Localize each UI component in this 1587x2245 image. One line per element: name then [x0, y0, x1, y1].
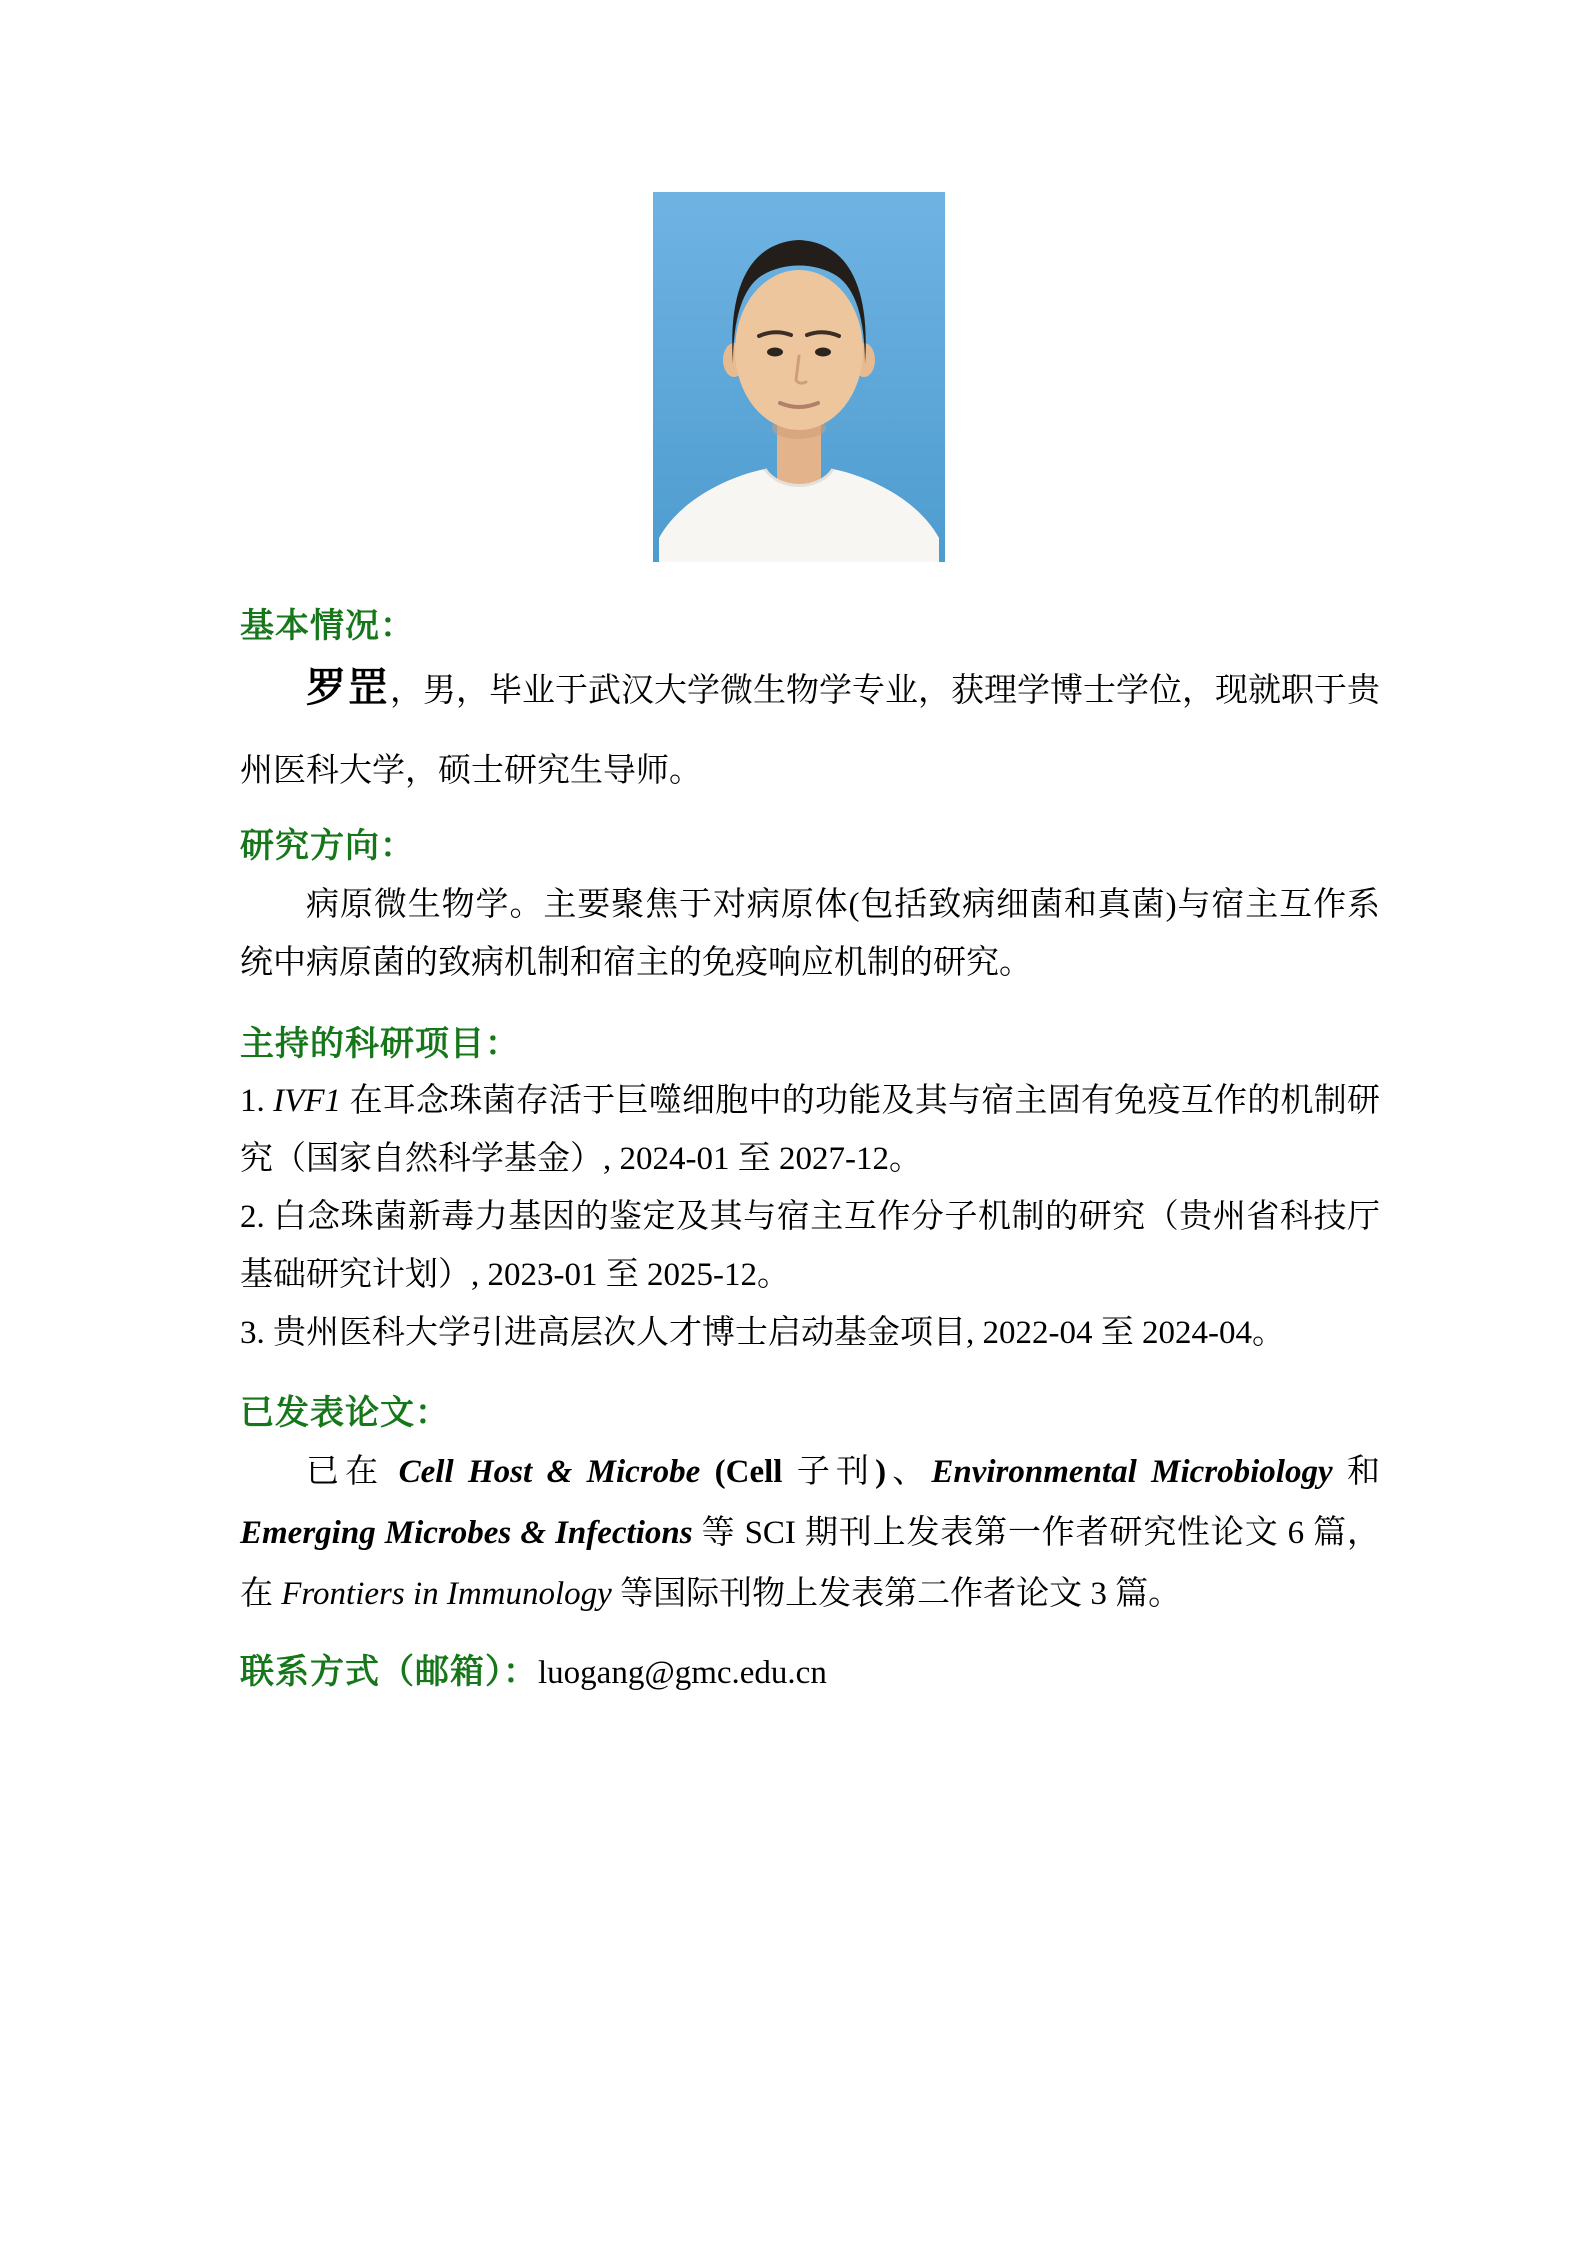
section-heading-publications: 已发表论文：: [240, 1394, 450, 1432]
pub-text: 和: [1332, 1454, 1381, 1490]
basic-info-text: ，男，毕业于武汉大学微生物学专业，获理学博士学位，现就职于贵州医科大学，硕士研究生导师。: [240, 673, 1380, 789]
pub-text-cell: Cell: [725, 1454, 783, 1490]
pub-text: 已在: [306, 1454, 399, 1490]
journal-emerging-microbes-infections: Emerging Microbes & Infections: [240, 1515, 693, 1551]
project-1-text: 在耳念珠菌存活于巨噬细胞中的功能及其与宿主固有免疫互作的机制研究（国家自然科学基金）, 2024-01 至 2027-12。: [240, 1083, 1381, 1177]
pub-text: ): [875, 1454, 887, 1490]
text-column: [240, 0, 1380, 2245]
project-1-number: 1.: [240, 1083, 274, 1119]
journal-frontiers-in-immunology: Frontiers in Immunology: [281, 1576, 612, 1612]
project-list: [240, 1072, 1380, 1362]
section-heading-research-direction: 研究方向：: [240, 827, 415, 865]
section-heading-basic-info: 基本情况：: [240, 607, 415, 645]
contact-line: [240, 1650, 1380, 1695]
project-item-2: [240, 1188, 1380, 1304]
project-3-number: 3.: [240, 1315, 273, 1351]
project-item-1: [240, 1072, 1380, 1188]
publications-paragraph: [240, 1442, 1380, 1625]
contact-heading: 联系方式（邮箱）：: [240, 1653, 538, 1691]
basic-info-paragraph: [240, 648, 1380, 811]
pub-text: 等国际刊物上发表第二作者论文 3 篇。: [611, 1576, 1182, 1612]
project-item-3: [240, 1304, 1380, 1362]
project-2-text: 白念珠菌新毒力基因的鉴定及其与宿主互作分子机制的研究（贵州省科技厅基础研究计划）, 2023-01 至 2025-12。: [240, 1199, 1381, 1293]
journal-cell-host-microbe: Cell Host & Microbe: [398, 1454, 701, 1490]
pub-text: (: [700, 1454, 726, 1490]
pub-text: 等 SCI 期刊上发表第一作者研究性论文 6 篇，在: [240, 1515, 1381, 1612]
section-heading-projects: 主持的科研项目：: [240, 1025, 520, 1063]
journal-environmental-microbiology: Environmental Microbiology: [931, 1454, 1333, 1490]
contact-email: luogang@gmc.edu.cn: [538, 1655, 827, 1691]
person-name: 罗罡: [306, 666, 390, 710]
project-1-gene-name: IVF1: [273, 1083, 342, 1119]
project-3-text: 贵州医科大学引进高层次人才博士启动基金项目, 2022-04 至 2024-04。: [273, 1315, 1285, 1351]
project-2-number: 2.: [240, 1199, 274, 1235]
pub-text: 子刊: [782, 1454, 876, 1490]
research-direction-paragraph: 病原微生物学。主要聚焦于对病原体(包括致病细菌和真菌)与宿主互作系统中病原菌的致病机制和宿主的免疫响应机制的研究。: [240, 887, 1380, 981]
pub-text: 、: [886, 1454, 932, 1490]
